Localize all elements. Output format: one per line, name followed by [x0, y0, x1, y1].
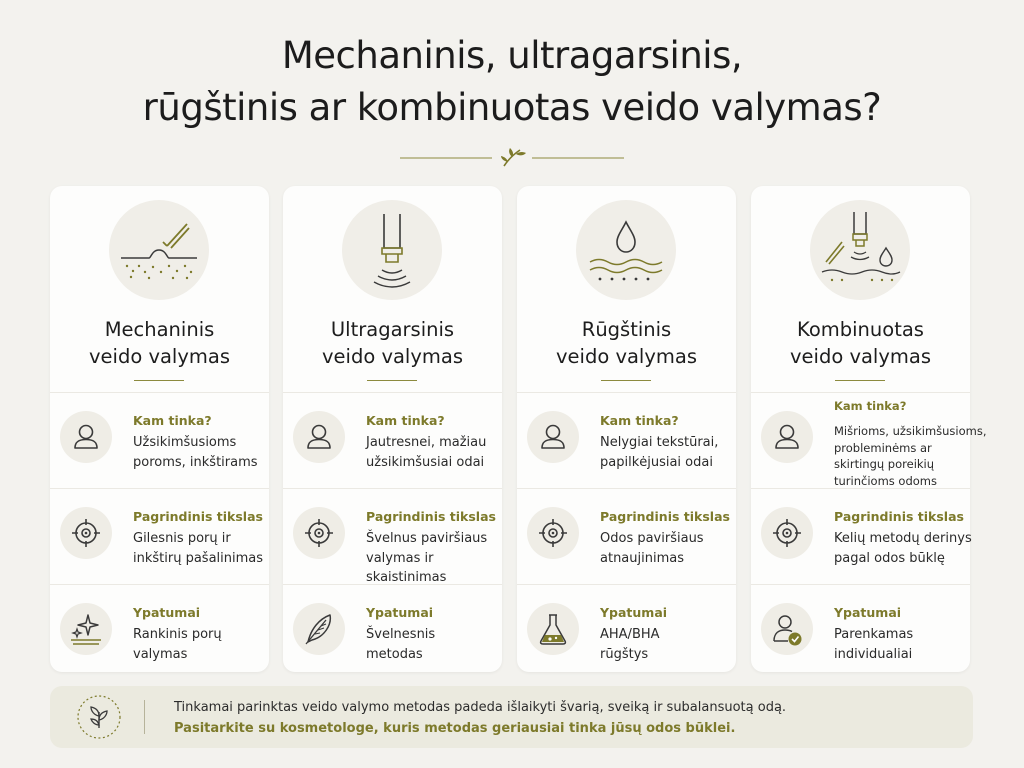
- row-text-line: valymas: [133, 646, 188, 662]
- card-title-line-2: veido valymas: [321, 345, 463, 368]
- card-ultrasonic: [283, 186, 502, 672]
- leaf-sprout-icon: [76, 694, 122, 740]
- row-features: [283, 584, 502, 672]
- person-icon: [60, 411, 112, 463]
- row-text-line: AHA/BHA: [600, 627, 660, 642]
- row-text: [366, 529, 498, 588]
- page-title-line-1: Mechaninis, ultragarsinis,: [281, 34, 743, 77]
- row-text: [834, 529, 972, 568]
- row-text-line: poroms, inkštirams: [133, 454, 258, 470]
- row-text-line: Rankinis porų: [133, 627, 222, 642]
- row-text: [600, 625, 732, 664]
- row-label: Pagrindinis tikslas: [366, 509, 496, 524]
- pore-extraction-icon: [109, 200, 209, 300]
- row-text-line: turinčioms odoms: [834, 473, 937, 488]
- row-label: Kam tinka?: [366, 413, 445, 428]
- title-underline: [367, 380, 417, 381]
- row-label: Ypatumai: [366, 605, 434, 620]
- row-text-line: atnaujinimas: [600, 550, 684, 566]
- row-text: [366, 433, 498, 472]
- row-suitable-for: [517, 392, 736, 488]
- footer-separator: [144, 700, 145, 734]
- row-text-line: Mišrioms, užsikimšusioms,: [834, 424, 987, 438]
- row-suitable-for: [751, 392, 987, 488]
- title-divider: [400, 142, 624, 172]
- title-underline: [835, 380, 885, 381]
- row-text-line: Gilesnis porų ir: [133, 531, 231, 546]
- row-text-line: užsikimšusiai odai: [366, 454, 485, 470]
- row-text: [834, 625, 966, 664]
- footer-text: Tinkamai parinktas veido valymo metodas padeda išlaikyti švarią, sveiką ir subalansuotą odą.: [174, 700, 787, 715]
- page-title: [0, 30, 1024, 134]
- target-icon: [60, 507, 112, 559]
- row-text: [133, 529, 265, 568]
- page-title-line-2: rūgštinis ar kombinuotas veido valymas?: [142, 86, 882, 129]
- row-label: Pagrindinis tikslas: [834, 509, 964, 524]
- card-title: [283, 316, 502, 370]
- row-text: [600, 529, 732, 568]
- row-label: Kam tinka?: [600, 413, 679, 428]
- row-features: [517, 584, 736, 672]
- drop-skin-icon: [576, 200, 676, 300]
- card-title-line-2: veido valymas: [789, 345, 931, 368]
- flask-icon: [527, 603, 579, 655]
- row-label: Kam tinka?: [133, 413, 212, 428]
- row-text-line: pagal odos būklę: [834, 550, 945, 566]
- row-text-line: valymas ir: [366, 550, 434, 566]
- row-text-line: Švelnesnis: [366, 627, 436, 642]
- row-label: Ypatumai: [834, 605, 902, 620]
- row-features: [751, 584, 970, 672]
- row-text-line: Jautresnei, mažiau: [366, 435, 487, 450]
- row-text-line: skaistinimas: [366, 570, 447, 585]
- card-combined: [751, 186, 987, 672]
- person-icon: [527, 411, 579, 463]
- title-underline: [601, 380, 651, 381]
- row-text-line: Odos paviršiaus: [600, 531, 704, 546]
- row-text-line: papilkėjusiai odai: [600, 454, 713, 470]
- footer-banner: [50, 686, 973, 748]
- row-text: [600, 433, 732, 472]
- card-title-line-1: Ultragarsinis: [330, 318, 455, 341]
- row-label: Pagrindinis tikslas: [600, 509, 730, 524]
- row-text-line: metodas: [366, 646, 423, 662]
- card-title: [50, 316, 269, 370]
- combined-method-icon: [810, 200, 910, 300]
- row-text-line: individualiai: [834, 646, 913, 662]
- row-main-goal: [283, 488, 502, 584]
- row-text: [133, 625, 265, 664]
- person-icon: [761, 411, 813, 463]
- row-text: [834, 423, 987, 489]
- card-title: [751, 316, 970, 370]
- row-label: Kam tinka?: [834, 399, 907, 413]
- leaf-branch-icon: [501, 148, 526, 166]
- row-text-line: Parenkamas: [834, 627, 914, 642]
- row-main-goal: [517, 488, 736, 584]
- row-text-line: probleminėms ar: [834, 440, 932, 455]
- row-suitable-for: [50, 392, 269, 488]
- row-features: [50, 584, 269, 672]
- card-title: [517, 316, 736, 370]
- card-title-line-2: veido valymas: [88, 345, 230, 368]
- row-suitable-for: [283, 392, 502, 488]
- row-text-line: Nelygiai tekstūrai,: [600, 435, 719, 450]
- row-text-line: Švelnus paviršiaus: [366, 531, 488, 546]
- title-underline: [134, 380, 184, 381]
- row-main-goal: [751, 488, 970, 584]
- row-label: Ypatumai: [600, 605, 668, 620]
- row-text-line: Užsikimšusioms: [133, 435, 237, 450]
- row-text-line: rūgštys: [600, 646, 649, 662]
- person-icon: [293, 411, 345, 463]
- target-icon: [527, 507, 579, 559]
- row-text: [133, 433, 265, 472]
- card-title-line-1: Rūgštinis: [581, 318, 672, 341]
- row-label: Ypatumai: [133, 605, 201, 620]
- sparkle-icon: [60, 603, 112, 655]
- row-label: Pagrindinis tikslas: [133, 509, 263, 524]
- card-acid: [517, 186, 736, 672]
- target-icon: [293, 507, 345, 559]
- person-check-icon: [761, 603, 813, 655]
- ultrasound-probe-icon: [342, 200, 442, 300]
- feather-icon: [293, 603, 345, 655]
- card-title-line-1: Kombinuotas: [797, 318, 924, 341]
- row-text-line: inkštirų pašalinimas: [133, 550, 264, 566]
- card-mechanical: [50, 186, 269, 672]
- row-text-line: Kelių metodų derinys: [834, 531, 972, 546]
- target-icon: [761, 507, 813, 559]
- footer-cta: Pasitarkite su kosmetologe, kuris metodas geriausiai tinka jūsų odos būklei.: [174, 721, 736, 736]
- card-title-line-1: Mechaninis: [104, 318, 215, 341]
- row-text-line: skirtingų poreikių: [834, 457, 935, 471]
- row-main-goal: [50, 488, 269, 584]
- card-title-line-2: veido valymas: [555, 345, 697, 368]
- row-text: [366, 625, 498, 664]
